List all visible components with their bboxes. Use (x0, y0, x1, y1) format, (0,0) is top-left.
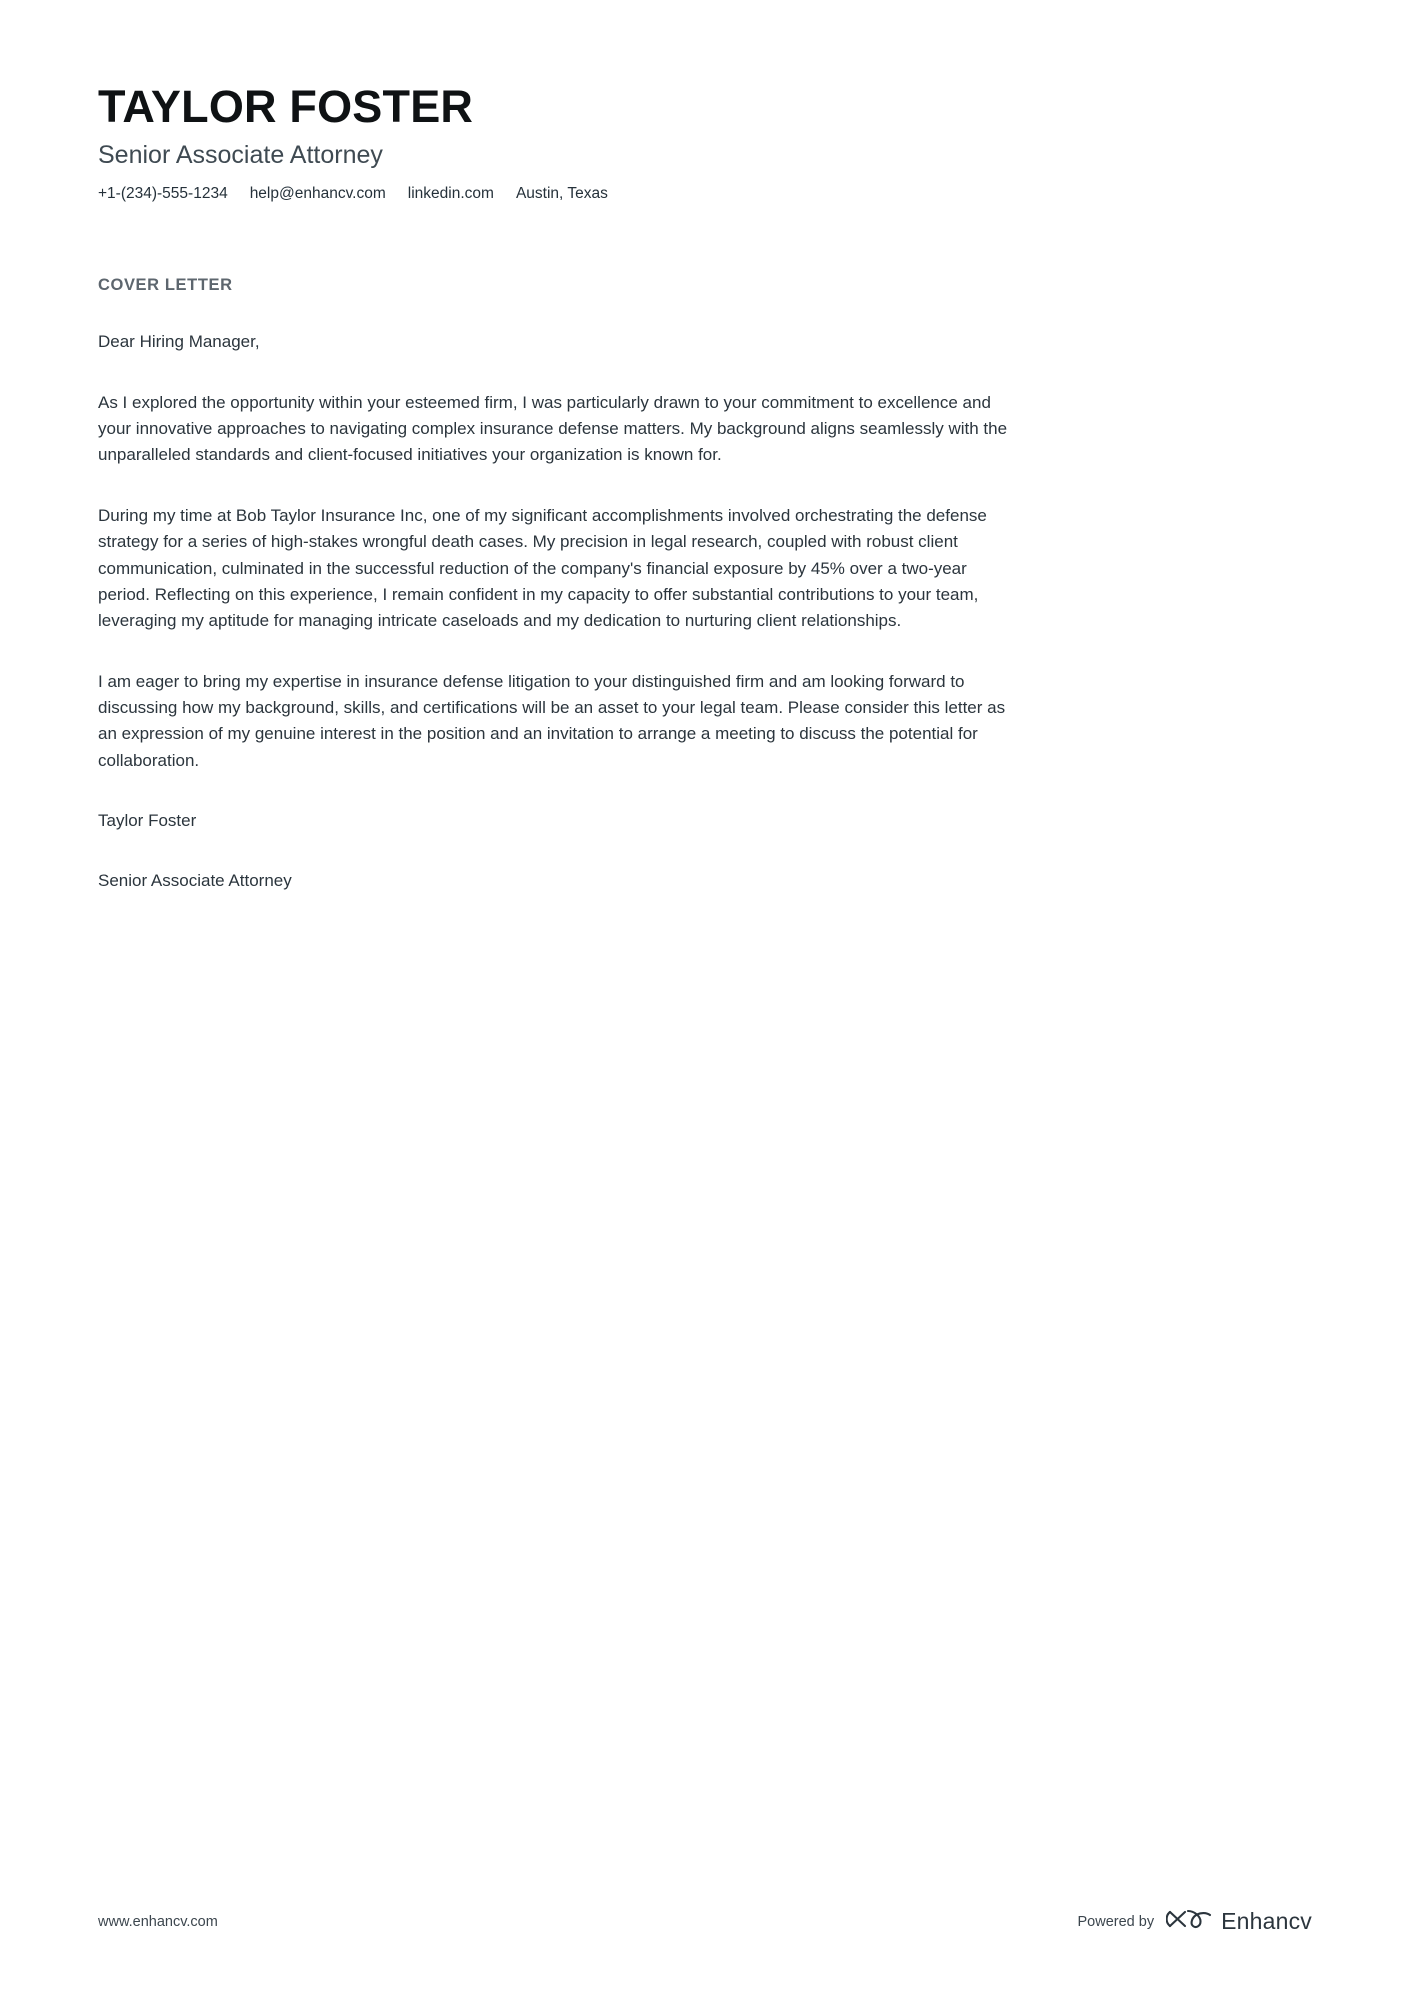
contact-linkedin[interactable]: linkedin.com (407, 184, 494, 202)
contact-email[interactable]: help@enhancv.com (249, 184, 386, 202)
page-footer (98, 1906, 1312, 1937)
enhancv-brand-name: Enhancv (1221, 1908, 1312, 1934)
contact-phone[interactable]: +1-(234)-555-1234 (98, 184, 228, 202)
footer-branding (1078, 1906, 1313, 1937)
letter-paragraph: During my time at Bob Taylor Insurance Inc, one of my significant accomplishments involved orchestrating the defense strategy for a series of high-stakes wrongful death cases. My precision in legal research, coupled with robust client communication, culminated in the successful reduction of the company's financial exposure by 45% over a two-year period. Reflecting on this experience, I remain confident in my capacity to offer substantial contributions to your team, leveraging my aptitude for managing intricate caseloads and my dedication to nurturing client relationships. (98, 505, 987, 631)
contact-list (98, 183, 1312, 205)
footer-website-link[interactable]: www.enhancv.com (98, 1913, 218, 1930)
job-title: Senior Associate Attorney (98, 140, 383, 169)
signature-name: Taylor Foster (98, 810, 197, 830)
contact-location: Austin, Texas (515, 184, 608, 202)
enhancv-infinity-logo-icon (1166, 1906, 1212, 1937)
document-header (98, 0, 1312, 204)
powered-by-label: Powered by (1077, 1913, 1155, 1930)
letter-paragraph: I am eager to bring my expertise in insurance defense litigation to your distinguished firm and am looking forward to discussing how my background, skills, and certifications will be an asset to your legal team. Please consider this letter as an expression of my genuine interest in the position and an invitation to arrange a meeting to discuss the potential for collaboration. (98, 671, 1006, 770)
enhancv-brand (1166, 1906, 1312, 1937)
signature-title: Senior Associate Attorney (98, 871, 292, 891)
cover-letter-section (98, 276, 1312, 894)
salutation: Dear Hiring Manager, (98, 332, 260, 352)
letter-paragraph: As I explored the opportunity within your esteemed firm, I was particularly drawn to your commitment to excellence and your innovative approaches to navigating complex insurance defense matters. My background aligns seamlessly with the unparalleled standards and client-focused initiatives your organization is known for. (98, 392, 1008, 465)
page-title: TAYLOR FOSTER (98, 81, 474, 132)
section-heading-cover-letter: COVER LETTER (98, 276, 233, 295)
